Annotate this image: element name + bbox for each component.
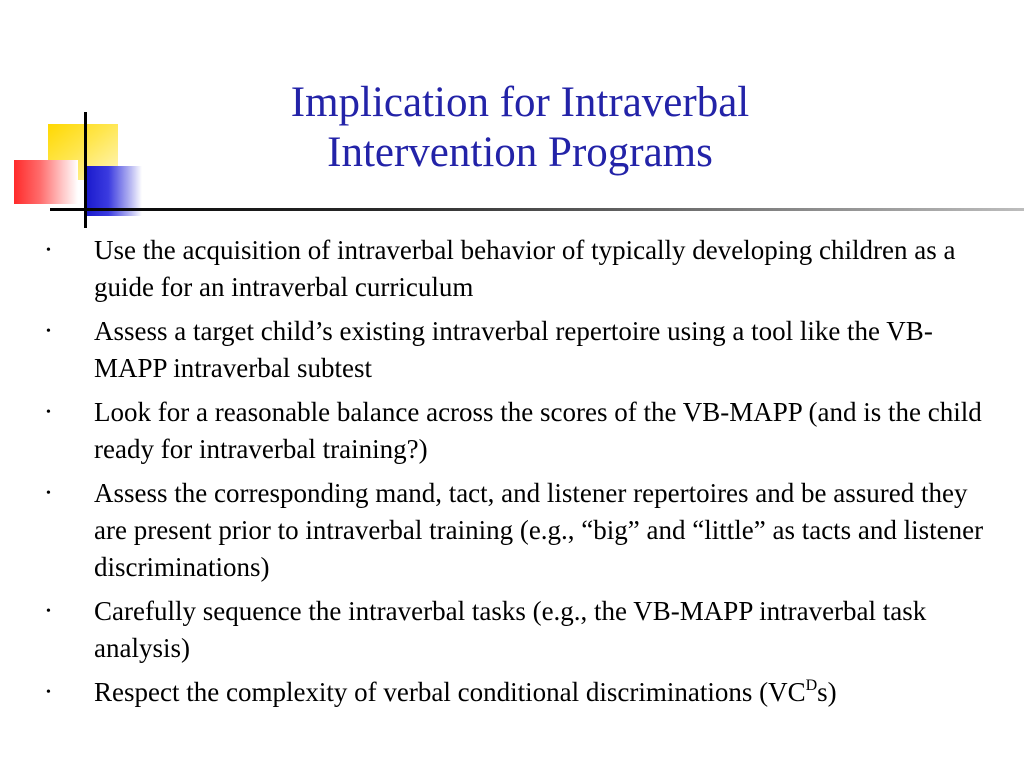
bullet-item (46, 313, 996, 387)
bullet-text-after: s) (817, 677, 837, 707)
superscript: D (805, 677, 818, 694)
bullet-icon: • (46, 486, 51, 501)
bullet-text: Assess the corresponding mand, tact, and listener repertoires and be assured they are present prior to intraverbal training (e.g., “big” and “little” as tacts and listener discriminations) (94, 478, 984, 582)
bullet-text: Use the acquisition of intraverbal behavior of typically developing children as a guide for an intraverbal curriculum (94, 235, 956, 302)
bullet-item (46, 674, 996, 711)
bullet-item (46, 232, 996, 306)
bullet-text-before: Respect the complexity of verbal conditional discriminations (VC (94, 677, 806, 707)
bullet-text: Look for a reasonable balance across the scores of the VB-MAPP (and is the child ready for intraverbal training?) (94, 397, 982, 464)
bullet-text (94, 677, 837, 707)
red-square (14, 160, 78, 204)
bullet-text: Assess a target child’s existing intraverbal repertoire using a tool like the VB-MAPP intraverbal subtest (94, 316, 933, 383)
bullet-item (46, 593, 996, 667)
title-line-2: Intervention Programs (327, 129, 713, 176)
horizontal-rule (50, 208, 1024, 211)
bullet-icon: • (46, 604, 51, 619)
bullet-icon: • (46, 405, 51, 420)
bullet-icon: • (46, 324, 51, 339)
bullet-icon: • (46, 243, 51, 258)
bullet-list (46, 232, 996, 718)
title-line-1: Implication for Intraverbal (290, 79, 750, 126)
bullet-text: Carefully sequence the intraverbal tasks (e.g., the VB-MAPP intraverbal task analysis) (94, 596, 927, 663)
bullet-item (46, 394, 996, 468)
bullet-item (46, 475, 996, 586)
slide-title (180, 78, 860, 178)
bullet-icon: • (46, 685, 51, 700)
